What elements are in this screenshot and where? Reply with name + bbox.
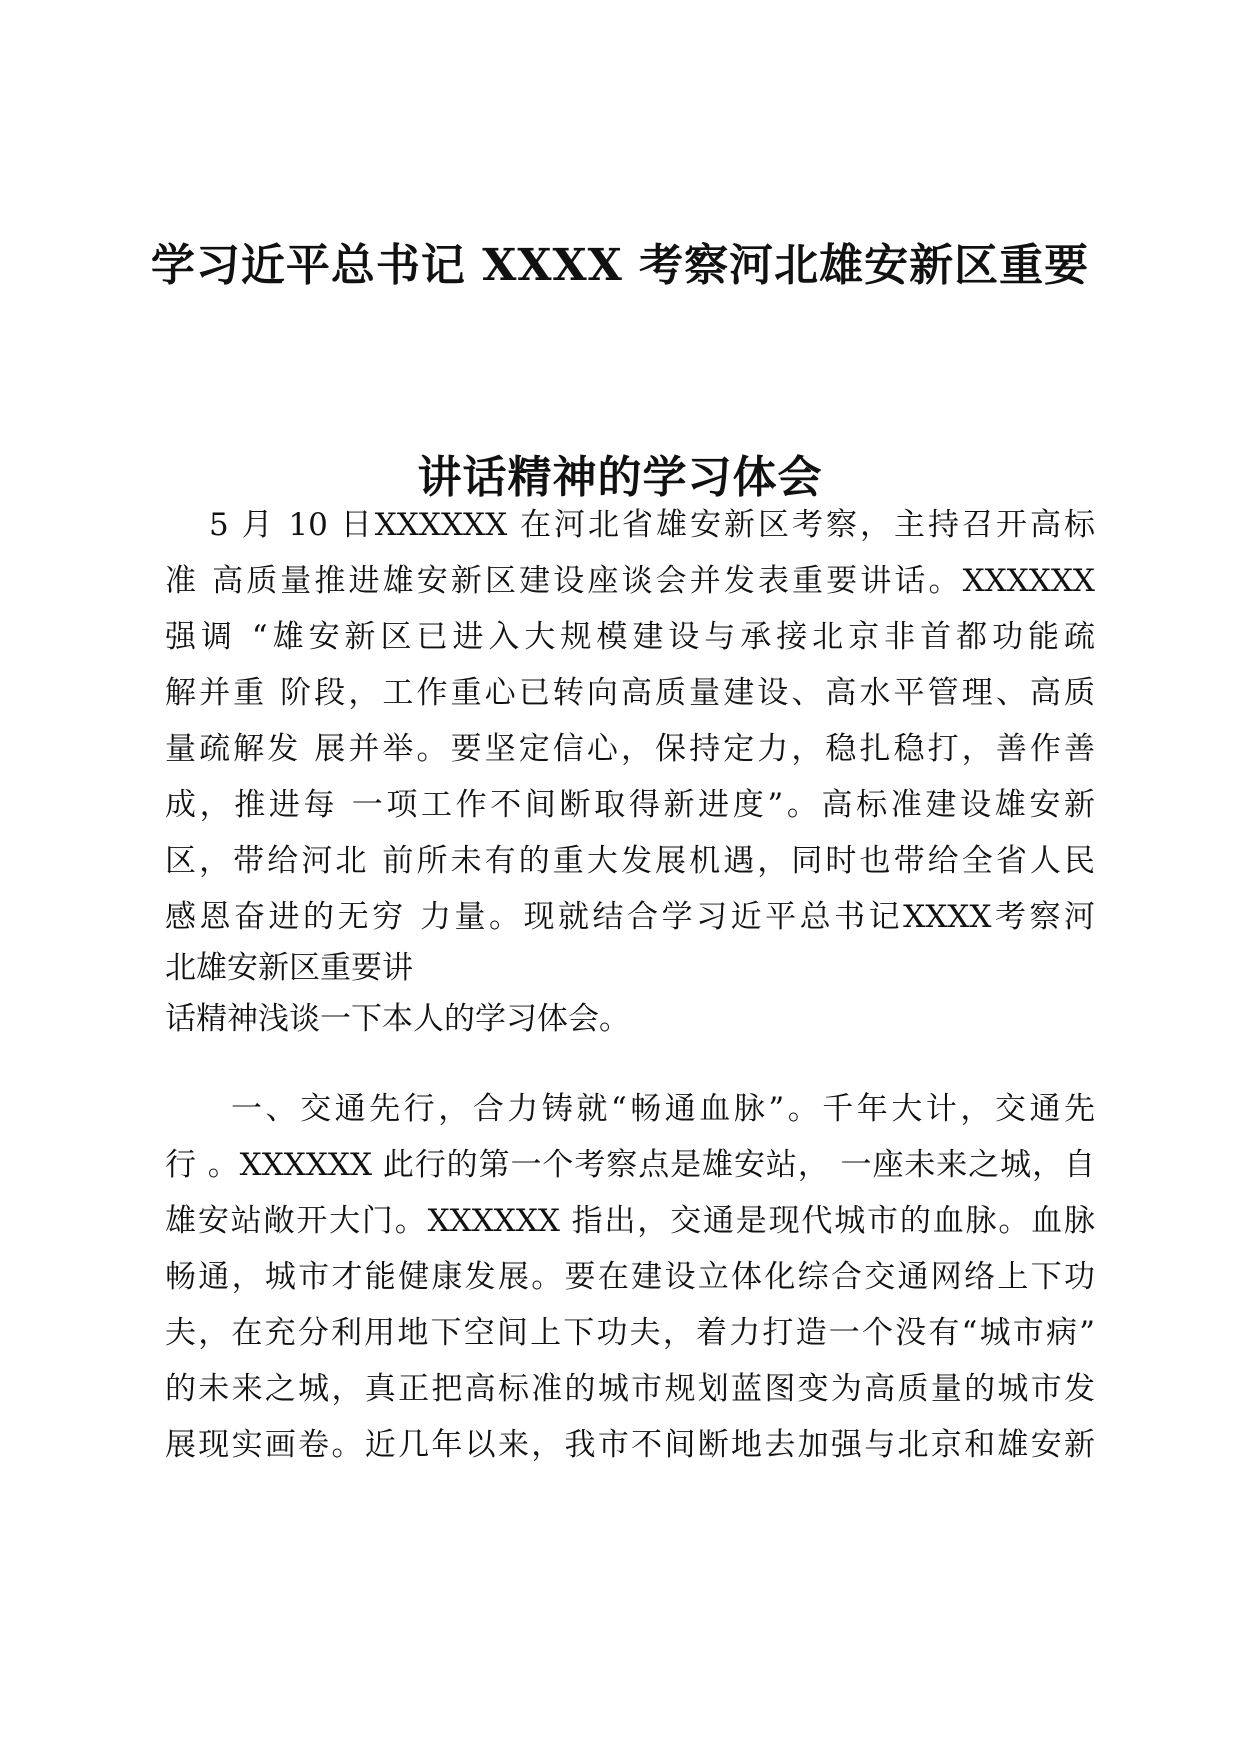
paragraph-1-line: 成，推进每 一项工作不间断取得新进度”。高标准建设雄安新 [165,787,1095,823]
paragraph-2-line: 的未来之城，真正把高标准的城市规划蓝图变为高质量的城市发 [165,1371,1095,1407]
paragraph-2 [165,1081,1095,1473]
paragraph-1-line: 北雄安新区重要讲 [165,950,413,986]
paragraph-1-line: 区，带给河北 前所未有的重大发展机遇，同时也带给全省人民 [165,843,1095,879]
paragraph-1-line: 量疏解发 展并举。要坚定信心，保持定力，稳扎稳打，善作善 [165,731,1095,767]
document-title-line-1: 学习近平总书记 XXXX 考察河北雄安新区重要 [150,240,1090,291]
paragraph-1-line: 解并重 阶段，工作重心已转向高质量建设、高水平管理、高质 [165,675,1095,711]
paragraph-1-line: 话精神浅谈一下本人的学习体会。 [165,1001,630,1037]
paragraph-2-line: 夫，在充分利用地下空间上下功夫，着力打造一个没有“城市病” [165,1315,1095,1351]
paragraph-2-line: 雄安站敞开大门。XXXXXX 指出，交通是现代城市的血脉。血脉 [165,1203,1095,1239]
paragraph-1-line: 5 月 10 日XXXXXX 在河北省雄安新区考察，主持召开高标 [209,507,1095,543]
document-title-line-2: 讲话精神的学习体会 [417,452,823,503]
paragraph-1 [165,497,1095,1047]
paragraph-2-line: 一、交通先行，合力铸就“畅通血脉”。千年大计，交通先 [231,1091,1095,1127]
paragraph-2-line: 展现实画卷。近几年以来，我市不间断地去加强与北京和雄安新 [165,1427,1095,1463]
paragraph-2-line: 行 。XXXXXX 此行的第一个考察点是雄安站， 一座未来之城，自 [165,1147,1095,1183]
paragraph-2-line: 畅通，城市才能健康发展。要在建设立体化综合交通网络上下功 [165,1259,1095,1295]
paragraph-1-line: 感恩奋进的无穷 力量。现就结合学习近平总书记XXXX考察河 [165,899,1095,935]
paragraph-1-line: 强调 “雄安新区已进入大规模建设与承接北京非首都功能疏 [165,619,1095,655]
paragraph-1-line: 准 高质量推进雄安新区建设座谈会并发表重要讲话。XXXXXX [165,563,1095,599]
